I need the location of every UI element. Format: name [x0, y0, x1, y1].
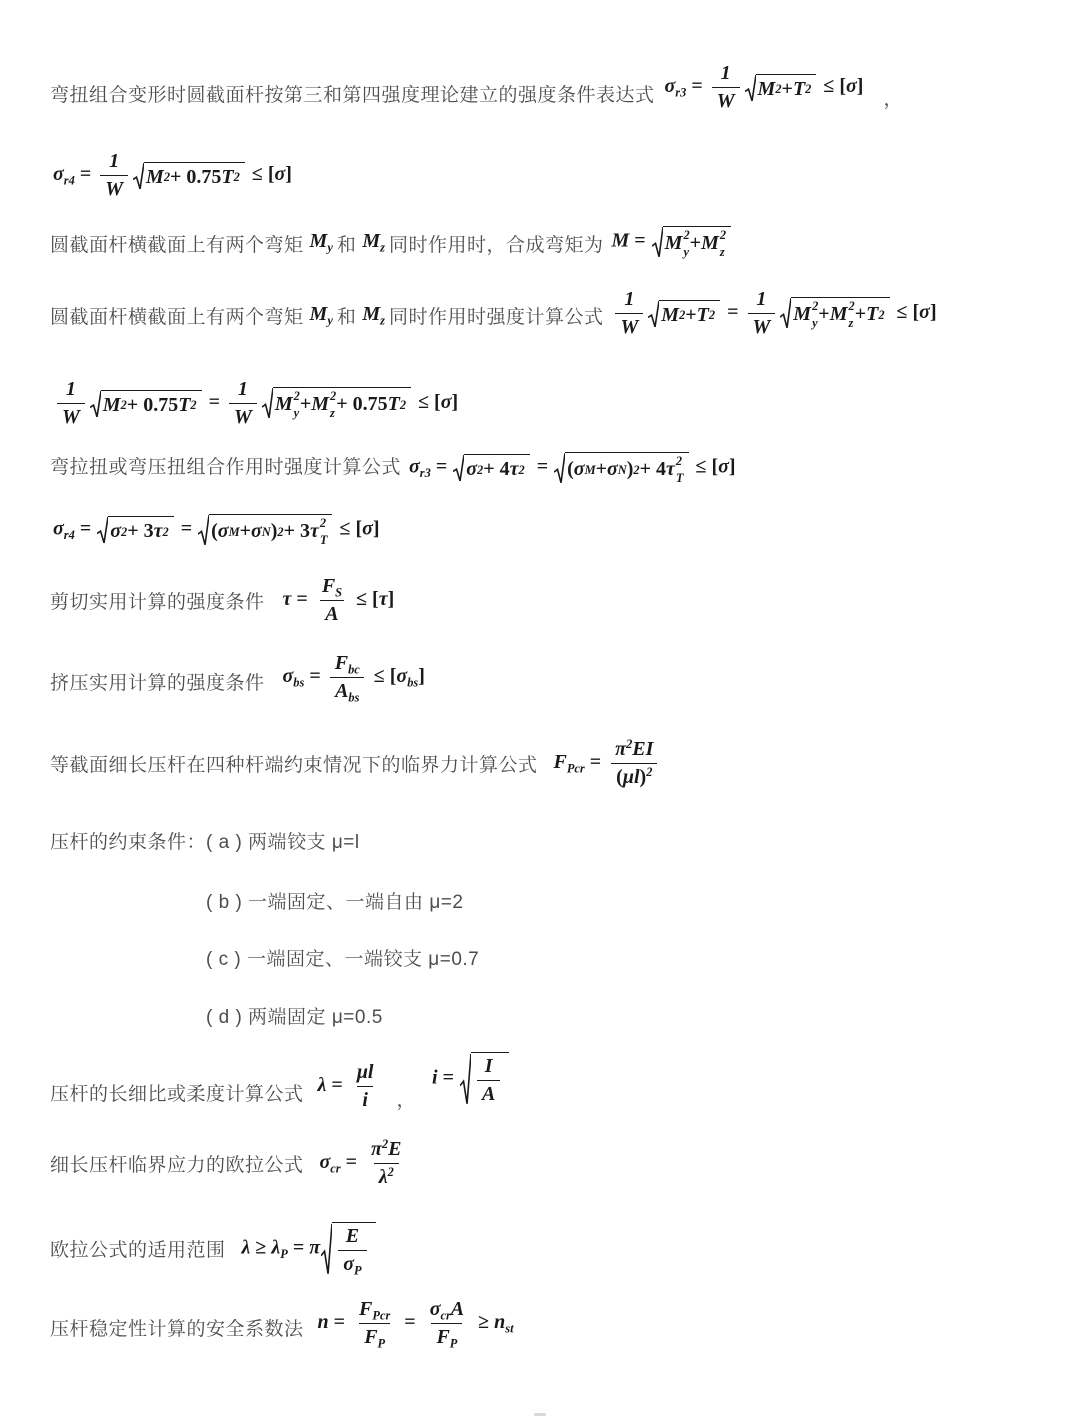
math-formula-lambda: λ = $\frac{\mu l}{i}$	[317, 1061, 374, 1111]
row-text-3: 同时作用时，合成弯矩为	[388, 234, 604, 256]
formula-row-9	[50, 652, 425, 705]
math-formula-strength: $\frac{1}{W}$ M 2 + T 2 = $\frac{1}{W}$ M 2 y + M 2 z + T 2 ≤ [σ]	[611, 288, 936, 339]
row-text-3: 同时作用时强度计算公式	[388, 307, 604, 329]
math-formula-safety-factor: n = $\frac{F_{Pcr}}{F_P}$ = $\frac{\sigma_{cr}A}{F_P}$ ≥ $n_{st}$	[317, 1298, 514, 1351]
row-label: 压杆的长细比或柔度计算公式	[50, 1084, 304, 1106]
formula-row-1	[50, 62, 903, 111]
constraint-row-c	[206, 947, 479, 973]
math-formula-resultant-moment: M = M 2 y + M 2 z	[611, 226, 733, 258]
formula-row-2	[53, 150, 292, 201]
formula-row-7	[53, 514, 380, 546]
row-text-1: 圆截面杆横截面上有两个弯矩	[50, 307, 304, 329]
formula-row-18	[50, 1298, 514, 1351]
formula-row-10	[50, 737, 662, 788]
row-label: 欧拉公式的适用范围	[50, 1240, 226, 1262]
math-formula-combined-r3: $\sigma_{r3}$ = σ 2 + 4 τ 2 = ( σ M + σ N ) 2 + 4 τ 2 T ≤ [σ]	[409, 454, 736, 485]
math-formula-critical-force: $F_{Pcr}$ = $\frac{\pi^2EI}{(\mu l)^2}$	[554, 738, 663, 789]
separator-comma: ，	[396, 1090, 417, 1112]
math-formula-strength-075: $\frac{1}{W}$ M 2 + 0.75 T 2 = $\frac{1}{W}$ M 2 y + M 2 z + 0.75 T 2 ≤ [σ]	[53, 378, 458, 429]
row-label: 细长压杆临界应力的欧拉公式	[50, 1155, 304, 1177]
math-formula-shear: τ = $\frac{F_S}{A}$ ≤ [τ]	[282, 575, 395, 625]
math-formula-sigma-r3: $\sigma_{r3}$ = $\frac{1}{W}$ M 2 + T 2 ≤ [σ]	[664, 62, 864, 112]
formula-row-17	[50, 1222, 378, 1278]
math-formula-radius-gyration: i = $\frac{I}{A}$	[432, 1052, 511, 1106]
formula-row-15	[50, 1052, 511, 1112]
constraint-text-c: ( c ) 一端固定、一端铰支 μ=0.7	[206, 949, 480, 970]
inline-math-Mz: $M_z$	[362, 303, 385, 328]
row-text-2: 和	[336, 307, 357, 329]
formula-row-6	[50, 452, 736, 485]
row-label: 压杆稳定性计算的安全系数法	[50, 1319, 304, 1341]
inline-math-Mz: $M_z$	[362, 230, 385, 255]
constraint-row-a	[50, 830, 360, 856]
math-formula-sigma-r4: $\sigma_{r4}$ = $\frac{1}{W}$ M 2 + 0.75 T 2 ≤ [σ]	[53, 150, 292, 200]
constraint-text-b: ( b ) 一端固定、一端自由 μ=2	[206, 892, 464, 913]
inline-math-My: $M_y$	[309, 303, 333, 328]
inline-math-My: $M_y$	[309, 230, 333, 255]
formula-row-3	[50, 226, 733, 258]
constraint-text-d: ( d ) 两端固定 μ=0.5	[206, 1007, 383, 1028]
formula-row-8	[50, 575, 395, 625]
math-formula-combined-r4: $\sigma_{r4}$ = σ 2 + 3 τ 2 = ( σ M + σ N ) 2 + 3 τ 2 T ≤ [σ]	[53, 516, 380, 547]
math-formula-euler-stress: $\sigma_{cr}$ = $\frac{\pi^2E}{\lambda^2}$	[319, 1137, 402, 1188]
row-label: 挤压实用计算的强度条件	[50, 673, 265, 695]
row-label: 剪切实用计算的强度条件	[50, 592, 265, 614]
row-text-1: 圆截面杆横截面上有两个弯矩	[50, 234, 304, 256]
row-text-2: 和	[336, 234, 357, 256]
formula-row-16	[50, 1137, 411, 1188]
constraint-row-d	[206, 1005, 383, 1031]
formula-row-5	[53, 378, 458, 429]
constraint-row-b	[206, 890, 463, 916]
math-formula-euler-range: $\lambda \ge \lambda_P = \pi$ $\frac{E}{\sigma_P}$	[242, 1222, 378, 1276]
row-label: 弯扭组合变形时圆截面杆按第三和第四强度理论建立的强度条件表达式	[50, 85, 655, 107]
page-footer-mark	[534, 1413, 546, 1416]
trailing-comma: ，	[883, 89, 903, 111]
row-label: 等截面细长压杆在四种杆端约束情况下的临界力计算公式	[50, 755, 538, 777]
constraint-text-a: 压杆的约束条件：( a ) 两端铰支 μ=l	[50, 832, 360, 853]
formula-row-4	[50, 288, 937, 338]
row-label: 弯拉扭或弯压扭组合作用时强度计算公式	[50, 456, 402, 478]
math-formula-bearing: $\sigma_{bs}$ = $\frac{F_{bc}}{A_{bs}}$ ≤ $[\sigma_{bs}]$	[282, 652, 425, 705]
